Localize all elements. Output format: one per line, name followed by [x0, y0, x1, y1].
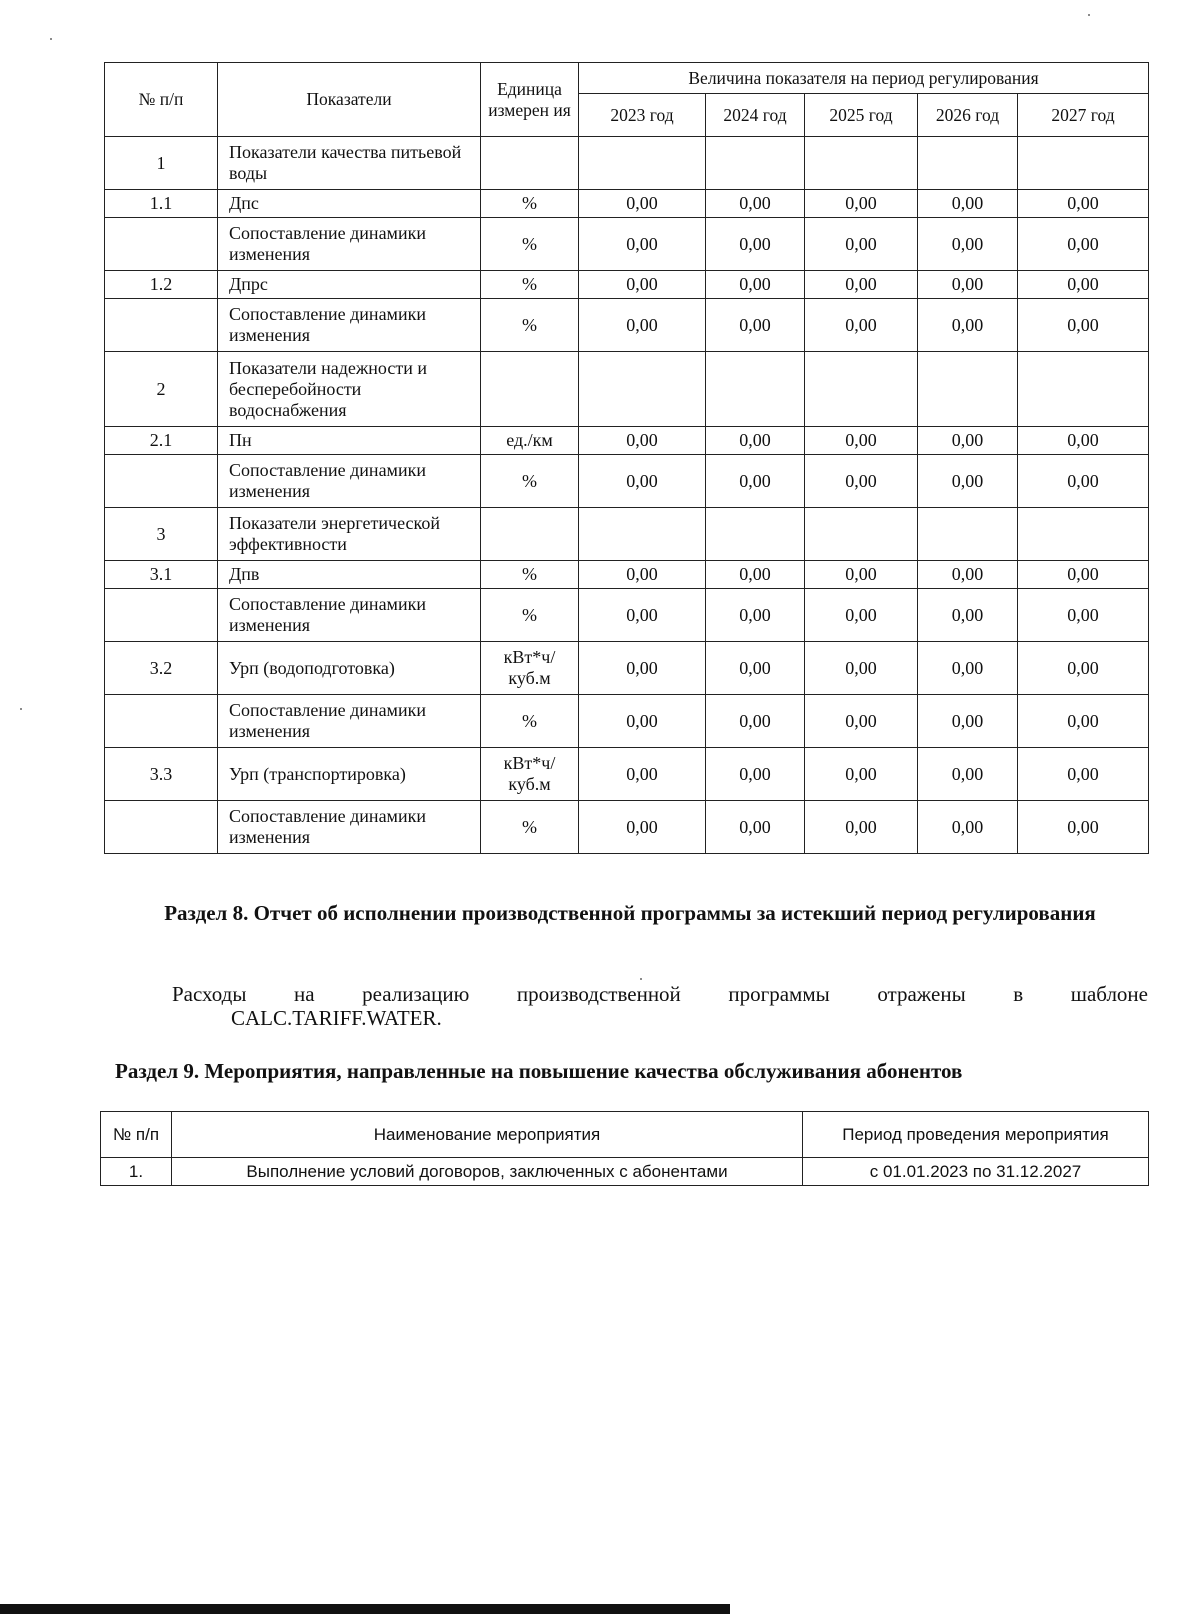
row-value: 0,00 — [805, 801, 918, 854]
row-indicator: Показатели энергетической эффективности — [218, 508, 481, 561]
row-num — [105, 589, 218, 642]
row-value: 0,00 — [1018, 271, 1149, 299]
row-value: 0,00 — [1018, 427, 1149, 455]
table-row — [105, 695, 1149, 748]
row-value: 0,00 — [805, 748, 918, 801]
table-row — [105, 508, 1149, 561]
events-row — [101, 1158, 1149, 1186]
row-value: 0,00 — [918, 642, 1018, 695]
events-table — [100, 1111, 1149, 1186]
row-num — [105, 455, 218, 508]
header-period: Величина показателя на период регулирования — [579, 63, 1149, 94]
row-unit: % — [481, 695, 579, 748]
header-num: № п/п — [105, 63, 218, 137]
row-value: 0,00 — [706, 748, 805, 801]
row-value: 0,00 — [706, 589, 805, 642]
row-indicator: Сопоставление динамики изменения — [218, 299, 481, 352]
row-indicator: Показатели качества питьевой воды — [218, 137, 481, 190]
row-value: 0,00 — [1018, 589, 1149, 642]
row-value — [579, 352, 706, 427]
indicators-body — [105, 137, 1149, 854]
events-header-row — [101, 1112, 1149, 1158]
row-value: 0,00 — [918, 589, 1018, 642]
table-row — [105, 190, 1149, 218]
row-num: 3.2 — [105, 642, 218, 695]
row-value: 0,00 — [579, 190, 706, 218]
header-year: 2027 год — [1018, 94, 1149, 137]
row-value: 0,00 — [579, 271, 706, 299]
row-value — [805, 352, 918, 427]
row-num: 1.2 — [105, 271, 218, 299]
row-value: 0,00 — [918, 427, 1018, 455]
row-value: 0,00 — [706, 299, 805, 352]
row-unit: % — [481, 190, 579, 218]
row-indicator: Показатели надежности и бесперебойности водоснабжения — [218, 352, 481, 427]
row-value: 0,00 — [579, 589, 706, 642]
row-num: 3 — [105, 508, 218, 561]
row-indicator: Пн — [218, 427, 481, 455]
row-num — [105, 299, 218, 352]
row-value: 0,00 — [918, 695, 1018, 748]
row-num: 2.1 — [105, 427, 218, 455]
scan-speck — [20, 708, 22, 710]
row-value: 0,00 — [805, 589, 918, 642]
row-unit: % — [481, 299, 579, 352]
row-value — [1018, 508, 1149, 561]
row-value — [1018, 352, 1149, 427]
row-value: 0,00 — [706, 190, 805, 218]
row-unit: кВт*ч/ куб.м — [481, 642, 579, 695]
row-value — [706, 137, 805, 190]
table-row — [105, 455, 1149, 508]
row-num — [105, 218, 218, 271]
row-unit: % — [481, 801, 579, 854]
row-value: 0,00 — [1018, 695, 1149, 748]
row-value: 0,00 — [579, 695, 706, 748]
row-value: 0,00 — [1018, 299, 1149, 352]
header-year: 2024 год — [706, 94, 805, 137]
row-value: 0,00 — [1018, 642, 1149, 695]
row-value: 0,00 — [918, 299, 1018, 352]
row-unit: % — [481, 589, 579, 642]
row-value: 0,00 — [579, 299, 706, 352]
row-indicator: Сопоставление динамики изменения — [218, 455, 481, 508]
row-indicator: Урп (водоподготовка) — [218, 642, 481, 695]
scan-edge-bar — [0, 1604, 730, 1614]
row-value: 0,00 — [805, 455, 918, 508]
row-value: 0,00 — [918, 455, 1018, 508]
row-indicator: Сопоставление динамики изменения — [218, 801, 481, 854]
row-num: 1 — [105, 137, 218, 190]
row-value: 0,00 — [1018, 748, 1149, 801]
row-value: 0,00 — [579, 561, 706, 589]
header-year: 2023 год — [579, 94, 706, 137]
row-value: 0,00 — [1018, 561, 1149, 589]
scan-speck — [640, 978, 642, 980]
row-unit — [481, 352, 579, 427]
row-value: 0,00 — [579, 642, 706, 695]
events-row-name: Выполнение условий договоров, заключенных с абонентами — [172, 1158, 803, 1186]
row-value — [1018, 137, 1149, 190]
header-year: 2026 год — [918, 94, 1018, 137]
table-row — [105, 561, 1149, 589]
row-value: 0,00 — [805, 271, 918, 299]
row-indicator: Урп (транспортировка) — [218, 748, 481, 801]
row-indicator: Сопоставление динамики изменения — [218, 695, 481, 748]
row-value: 0,00 — [918, 218, 1018, 271]
row-value: 0,00 — [805, 561, 918, 589]
row-value: 0,00 — [579, 218, 706, 271]
table-row — [105, 801, 1149, 854]
table-row — [105, 642, 1149, 695]
events-row-num: 1. — [101, 1158, 172, 1186]
section8-title: Раздел 8. Отчет об исполнении производственной программы за истекший период регулирования — [164, 901, 1096, 925]
row-value: 0,00 — [805, 218, 918, 271]
row-value: 0,00 — [706, 427, 805, 455]
row-value: 0,00 — [706, 801, 805, 854]
row-num: 1.1 — [105, 190, 218, 218]
row-num: 3.1 — [105, 561, 218, 589]
section9-title: Раздел 9. Мероприятия, направленные на повышение качества обслуживания абонентов — [115, 1059, 963, 1083]
row-value — [918, 352, 1018, 427]
row-value — [805, 137, 918, 190]
section8-text: Расходы на реализацию производственной программы отражены в шаблоне — [172, 982, 1148, 1006]
row-value: 0,00 — [1018, 190, 1149, 218]
table-row — [105, 299, 1149, 352]
table-row — [105, 748, 1149, 801]
row-num — [105, 801, 218, 854]
row-value: 0,00 — [918, 801, 1018, 854]
row-value: 0,00 — [706, 561, 805, 589]
row-value — [579, 137, 706, 190]
row-value: 0,00 — [706, 642, 805, 695]
row-num — [105, 695, 218, 748]
row-value — [805, 508, 918, 561]
row-unit: % — [481, 271, 579, 299]
row-num: 2 — [105, 352, 218, 427]
scan-speck — [50, 38, 52, 40]
table-row — [105, 352, 1149, 427]
row-value: 0,00 — [1018, 218, 1149, 271]
row-value: 0,00 — [706, 271, 805, 299]
events-header-num: № п/п — [101, 1112, 172, 1158]
row-unit: % — [481, 218, 579, 271]
row-unit: % — [481, 455, 579, 508]
events-row-period: с 01.01.2023 по 31.12.2027 — [803, 1158, 1149, 1186]
row-value: 0,00 — [1018, 455, 1149, 508]
row-unit — [481, 137, 579, 190]
header-year: 2025 год — [805, 94, 918, 137]
row-value: 0,00 — [805, 190, 918, 218]
section8-text-template: CALC.TARIFF.WATER. — [231, 1006, 442, 1030]
header-row — [105, 63, 1149, 94]
row-value: 0,00 — [579, 748, 706, 801]
row-indicator: Сопоставление динамики изменения — [218, 589, 481, 642]
row-value: 0,00 — [805, 642, 918, 695]
events-header-period: Период проведения мероприятия — [803, 1112, 1149, 1158]
row-value: 0,00 — [918, 271, 1018, 299]
row-num: 3.3 — [105, 748, 218, 801]
row-indicator: Дпс — [218, 190, 481, 218]
table-row — [105, 427, 1149, 455]
row-value: 0,00 — [706, 455, 805, 508]
row-value — [706, 352, 805, 427]
row-value — [706, 508, 805, 561]
row-value: 0,00 — [805, 695, 918, 748]
indicators-table — [104, 62, 1149, 854]
row-value: 0,00 — [805, 427, 918, 455]
row-value: 0,00 — [579, 455, 706, 508]
row-value — [579, 508, 706, 561]
row-value: 0,00 — [918, 190, 1018, 218]
row-value: 0,00 — [805, 299, 918, 352]
table-row — [105, 271, 1149, 299]
row-value: 0,00 — [579, 427, 706, 455]
scan-speck — [1088, 14, 1090, 16]
events-header-name: Наименование мероприятия — [172, 1112, 803, 1158]
row-unit: кВт*ч/ куб.м — [481, 748, 579, 801]
row-value — [918, 137, 1018, 190]
table-row — [105, 218, 1149, 271]
row-value: 0,00 — [1018, 801, 1149, 854]
row-indicator: Дпрс — [218, 271, 481, 299]
table-row — [105, 589, 1149, 642]
row-unit — [481, 508, 579, 561]
row-value: 0,00 — [918, 748, 1018, 801]
table-row — [105, 137, 1149, 190]
row-unit: ед./км — [481, 427, 579, 455]
row-indicator: Дпв — [218, 561, 481, 589]
row-value: 0,00 — [706, 695, 805, 748]
row-value: 0,00 — [918, 561, 1018, 589]
row-indicator: Сопоставление динамики изменения — [218, 218, 481, 271]
row-value — [918, 508, 1018, 561]
row-value: 0,00 — [579, 801, 706, 854]
row-value: 0,00 — [706, 218, 805, 271]
header-indicators: Показатели — [218, 63, 481, 137]
row-unit: % — [481, 561, 579, 589]
header-unit: Единица измерен ия — [481, 63, 579, 137]
